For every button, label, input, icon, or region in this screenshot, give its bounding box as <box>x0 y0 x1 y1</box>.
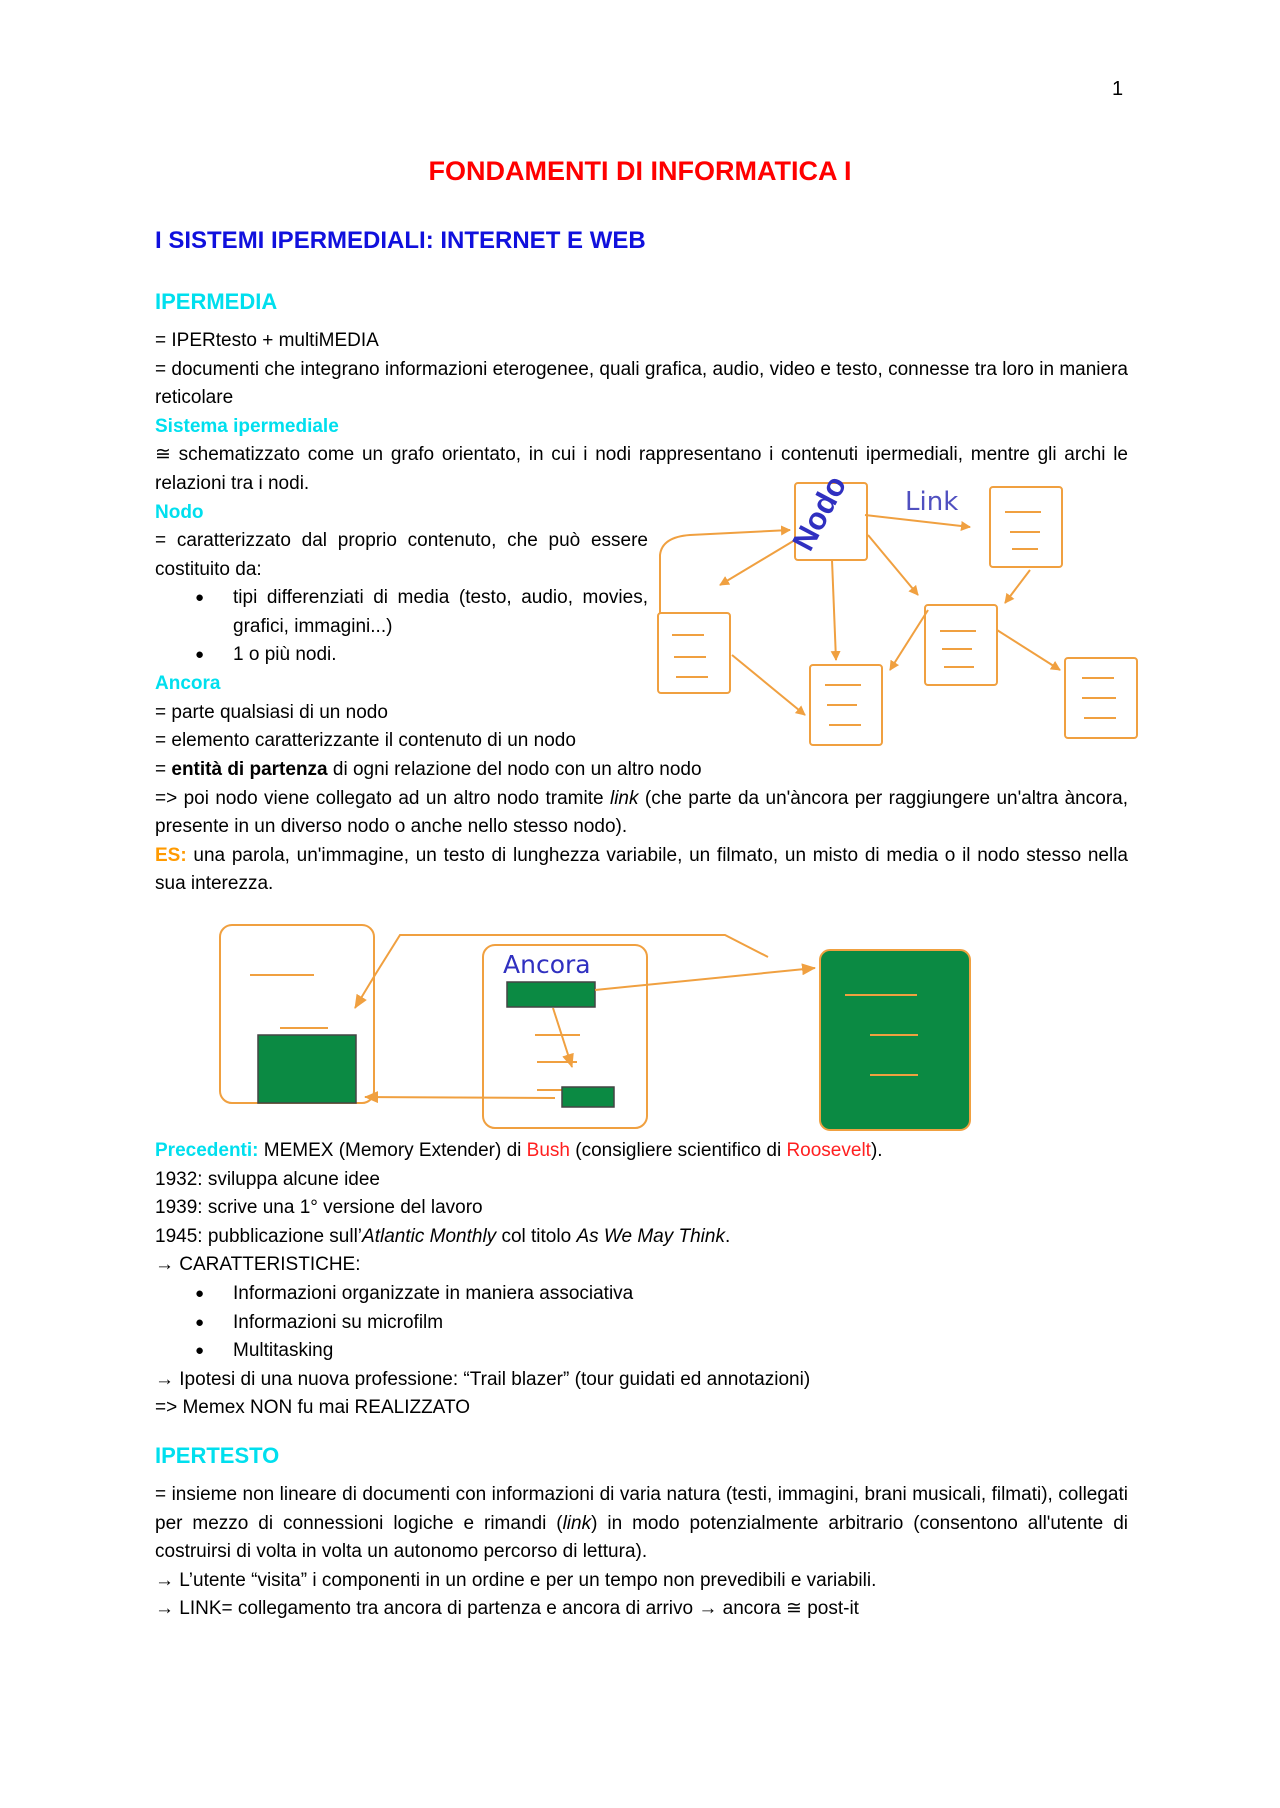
bold-span: entità di partenza <box>171 759 328 780</box>
section-title: I SISTEMI IPERMEDIALI: INTERNET E WEB <box>155 227 646 254</box>
journal-name: Atlantic Monthly <box>362 1225 497 1247</box>
edge <box>868 535 918 595</box>
ancora-line1: = parte qualsiasi di un nodo <box>155 701 388 723</box>
text-span: col titolo <box>496 1225 577 1247</box>
es-paragraph <box>155 842 1128 899</box>
text-span: = insieme non lineare di documenti con informazioni di varia natura (testi, immagini, brani musicali, filmati), collegati per mezzo di connessioni logiche e rimandi ( <box>155 1484 1128 1534</box>
year-1945 <box>155 1223 1128 1252</box>
edge <box>832 560 836 660</box>
text-span: (che parte da un'àncora per raggiungere un'altra àncora, presente in un diverso nodo o anche nello stesso nodo). <box>155 787 1128 838</box>
text-span: di ogni relazione del nodo con un altro nodo <box>327 759 702 780</box>
anchor-middle-block <box>507 982 595 1007</box>
link-paragraph <box>155 785 1128 842</box>
nodo-label: Nodo <box>155 501 204 523</box>
edge <box>1005 570 1030 603</box>
ancora-line3 <box>155 756 1128 785</box>
ipermedia-line2: = documenti che integrano informazioni eterogenee, quali grafica, audio, video e testo, connesse tra loro in maniera reticolare <box>155 358 1128 409</box>
link-label: Link <box>905 487 959 517</box>
hypermedia-graph-diagram <box>650 469 1150 750</box>
visita-line: → L’utente “visita” i componenti in un ordine e per un tempo non prevedibili e variabili. <box>155 1569 877 1591</box>
edge <box>553 1008 572 1067</box>
text-span: una parola, un'immagine, un testo di lunghezza variabile, un filmato, un misto di media o il nodo stesso nella sua interezza. <box>155 844 1128 895</box>
anchor-label: Ancora <box>503 950 591 979</box>
nodo-bullet: ● tipi differenziati di media (testo, audio, movies, grafici, immagini...) <box>155 584 648 641</box>
node-middle <box>925 605 997 685</box>
ipermedia-line1: = IPERtesto + multiMEDIA <box>155 330 379 351</box>
year-1932: 1932: sviluppa alcune idee <box>155 1168 381 1190</box>
link-definition-line: → LINK= collegamento tra ancora di partenza e ancora di arrivo → ancora ≅ post-it <box>155 1598 859 1620</box>
ancora-label: Ancora <box>155 672 221 694</box>
anchor-small-block <box>562 1087 614 1107</box>
page-number: 1 <box>1112 78 1124 100</box>
italic-span: link <box>562 1512 592 1534</box>
roosevelt-name: Roosevelt <box>786 1140 871 1161</box>
edge <box>365 1097 555 1098</box>
heading-ipertesto: IPERTESTO <box>155 1443 280 1468</box>
caratteristiche-item: ● Multitasking <box>155 1337 1128 1366</box>
ipertesto-block <box>155 1481 1128 1624</box>
ipertesto-definition <box>155 1481 1128 1567</box>
node-label: Nodo <box>785 469 854 557</box>
precedenti-label: Precedenti: <box>155 1140 259 1161</box>
edge <box>732 655 805 715</box>
text-span: => poi nodo viene collegato ad un altro nodo tramite <box>155 787 610 809</box>
edge <box>720 540 795 585</box>
heading-ipermedia: IPERMEDIA <box>155 289 278 314</box>
edge <box>997 630 1060 670</box>
caratteristiche-list <box>155 1280 1128 1366</box>
node-topright <box>990 487 1062 567</box>
ipotesi-line: → Ipotesi di una nuova professione: “Trail blazer” (tour guidati ed annotazioni) <box>155 1368 811 1390</box>
bush-name: Bush <box>526 1140 570 1161</box>
ancora-line2: = elemento caratterizzante il contenuto di un nodo <box>155 730 576 752</box>
precedenti-block <box>155 1137 1128 1423</box>
edge <box>890 610 928 670</box>
ancora-continued <box>155 756 1128 899</box>
article-title: As We May Think <box>576 1225 725 1247</box>
text-span: = <box>155 759 172 780</box>
text-span: . <box>724 1225 731 1247</box>
italic-span: link <box>609 787 639 809</box>
sistema-label: Sistema ipermediale <box>155 415 339 437</box>
nodo-bullets <box>155 584 648 670</box>
node-left <box>658 613 730 693</box>
anchor-diagram <box>215 920 985 1135</box>
es-label: ES: <box>155 844 187 866</box>
document-title: FONDAMENTI DI INFORMATICA I <box>428 156 852 186</box>
doc-right <box>820 950 970 1130</box>
text-span: 1945: pubblicazione sull’ <box>155 1225 363 1247</box>
edge <box>660 530 790 613</box>
anchor-left-block <box>258 1035 356 1103</box>
caratteristiche-heading: → CARATTERISTICHE: <box>155 1254 361 1276</box>
caratteristiche-item: ● Informazioni organizzate in maniera associativa <box>155 1280 1128 1309</box>
text-span: ) in modo potenzialmente arbitrario (consentono all'utente di costruirsi di volta in volta un autonomo percorso di lettura). <box>155 1512 1128 1563</box>
precedenti-line <box>155 1137 1128 1166</box>
caratteristiche-item: ● Informazioni su microfilm <box>155 1309 1128 1338</box>
memex-non-line: => Memex NON fu mai REALIZZATO <box>155 1397 470 1419</box>
text-span: (consigliere scientifico di <box>569 1140 787 1161</box>
text-span: ). <box>870 1140 883 1161</box>
nodo-bullet: ● 1 o più nodi. <box>155 641 648 670</box>
sistema-text: ≅ schematizzato come un grafo orientato, in cui i nodi rappresentano i contenuti ipermediali, mentre gli archi le relazioni tra i nodi. <box>155 444 1128 494</box>
nodo-block <box>155 527 648 756</box>
text-span: MEMEX (Memory Extender) di <box>258 1140 527 1161</box>
nodo-text: = caratterizzato dal proprio contenuto, che può essere costituito da: <box>155 530 648 580</box>
edge <box>595 968 815 990</box>
year-1939: 1939: scrive una 1° versione del lavoro <box>155 1197 483 1219</box>
